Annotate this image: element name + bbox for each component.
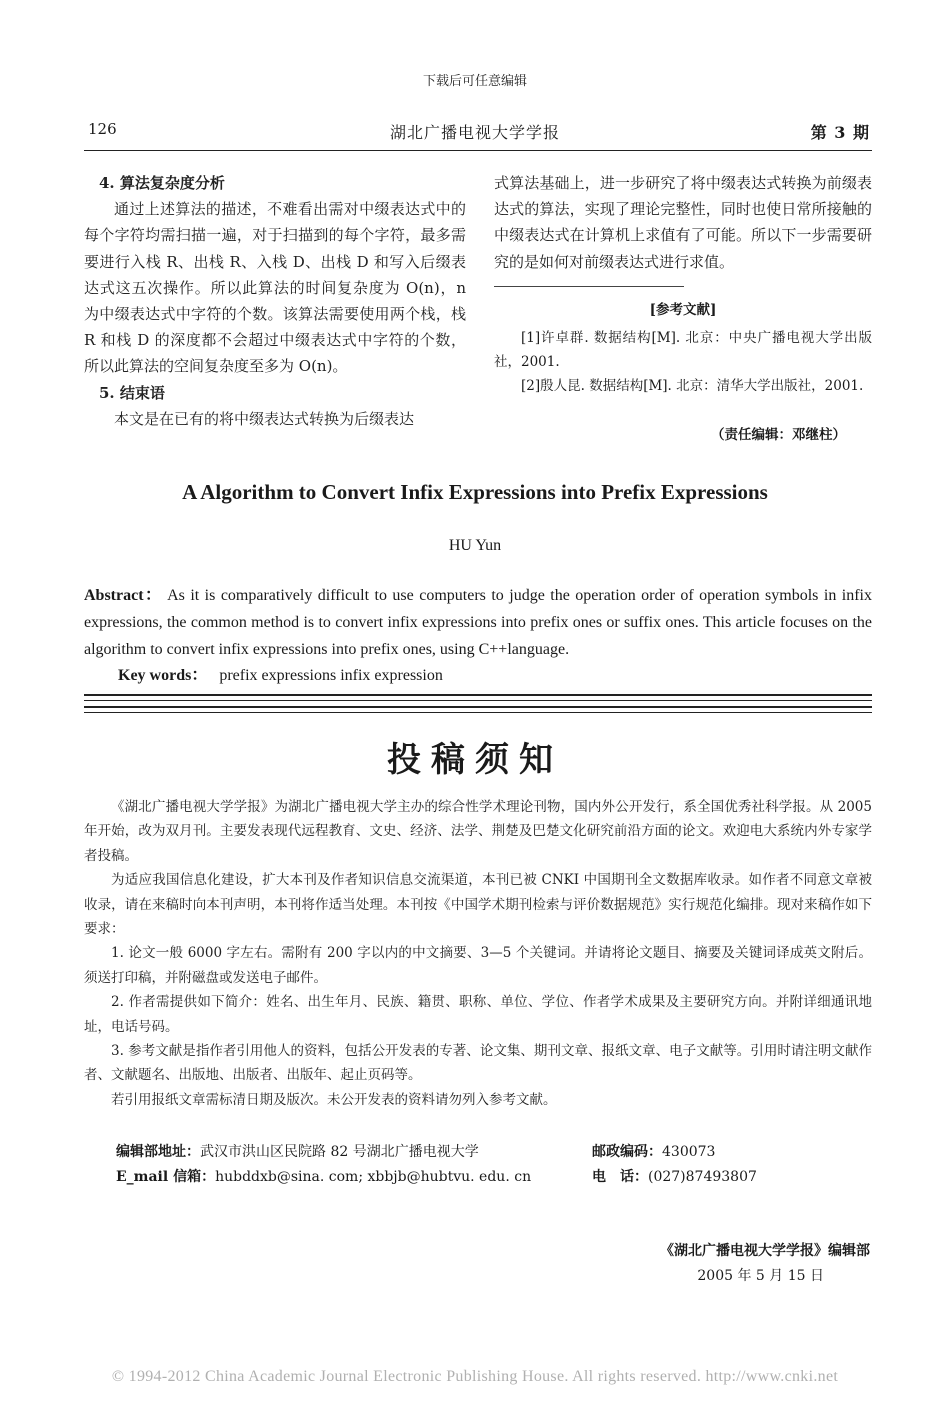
references-rule xyxy=(494,286,684,287)
references xyxy=(494,298,872,398)
right-column xyxy=(494,170,872,275)
contact-right xyxy=(592,1140,757,1190)
english-keywords xyxy=(118,662,443,685)
section-4-text: 通过上述算法的描述，不难看出需对中缀表达式中的每个字符均需扫描一遍，对于扫描到的每个字符，最多需要进行入栈 R、出栈 R、入栈 D、出栈 D 和写入后缀表达式这五次操作。所以此算法的时间复杂度为 O(n)，n 为中缀表达式中字符的个数。该算法需要使用两个栈，栈 R 和栈 D 的深度都不会超过中缀表达式中字符的个数，所以此算法的空间复杂度至多为 O(n)。 xyxy=(84,200,466,376)
left-column xyxy=(84,170,466,432)
header-rule xyxy=(84,150,872,151)
page-number: 126 xyxy=(88,120,117,138)
section-4-title: 4. 算法复杂度分析 xyxy=(99,174,225,192)
keywords-label: Key words： xyxy=(118,667,208,684)
abstract-label: Abstract： xyxy=(84,587,163,604)
download-note: 下载后可任意编辑 xyxy=(422,74,527,89)
contact-left xyxy=(116,1140,531,1190)
reference-item: [1]许卓群. 数据结构[M]. 北京：中央广播电视大学出版社，2001. xyxy=(494,330,872,370)
references-title: [参考文献] xyxy=(649,302,717,318)
issue-number: 第 3 期 xyxy=(810,123,870,142)
section-divider xyxy=(84,706,872,713)
phone-value: (027)87493807 xyxy=(648,1169,757,1185)
section-5-title: 5. 结束语 xyxy=(99,383,165,402)
address-value: 武汉市洪山区民院路 82 号湖北广播电视大学 xyxy=(200,1144,479,1160)
english-author: HU Yun xyxy=(448,537,502,554)
notice-paragraph: 为适应我国信息化建设，扩大本刊及作者知识信息交流渠道，本刊已被 CNKI 中国期刊全文数据库收录。如作者不同意文章被收录，请在来稿时向本刊声明，本刊将作适当处理。本刊按《中国学术期刊检索与评价数据规范》实行规范化编排。现对来稿作如下要求： xyxy=(84,872,872,938)
responsible-editor: （责任编辑：邓继柱） xyxy=(711,427,846,443)
notice-paragraph: 3. 参考文献是指作者引用他人的资料，包括公开发表的专著、论文集、期刊文章、报纸文章、电子文献等。引用时请注明文献作者、文献题名、出版地、出版者、出版年、起止页码等。 xyxy=(84,1043,872,1084)
notice-paragraph: 2. 作者需提供如下简介：姓名、出生年月、民族、籍贯、职称、单位、学位、作者学术成果及主要研究方向。并附详细通讯地址，电话号码。 xyxy=(84,994,872,1035)
address-label: 编辑部地址： xyxy=(116,1144,200,1160)
english-abstract xyxy=(84,582,872,663)
copyright-watermark: © 1994-2012 China Academic Journal Electronic Publishing House. All rights reserved. http://www.cnki.net xyxy=(111,1368,839,1385)
notice-paragraph: 1. 论文一般 6000 字左右。需附有 200 字以内的中文摘要、3—5 个关键词。并请将论文题目、摘要及关键词译成英文附后。须送打印稿，并附磁盘或发送电子邮件。 xyxy=(84,945,872,986)
keywords-text: prefix expressions infix expression xyxy=(219,667,443,684)
notice-paragraph: 若引用报纸文章需标清日期及版次。未公开发表的资料请勿列入参考文献。 xyxy=(111,1091,557,1108)
signature-date: 2005 年 5 月 15 日 xyxy=(697,1268,824,1284)
notice-paragraph: 《湖北广播电视大学学报》为湖北广播电视大学主办的综合性学术理论刊物，国内外公开发行，系全国优秀社科学报。从 2005 年开始，改为双月刊。主要发表现代远程教育、文史、经济、法学、荆楚及巴楚文化研究前沿方面的论文。欢迎电大系统内外专家学者投稿。 xyxy=(84,799,872,864)
email-value: hubddxb@sina. com; xbbjb@hubtvu. edu. cn xyxy=(215,1169,532,1185)
english-title: A Algorithm to Convert Infix Expressions into Prefix Expressions xyxy=(182,480,768,504)
section-divider xyxy=(84,694,872,701)
postcode-label: 邮政编码： xyxy=(592,1144,662,1160)
conclusion-continued: 式算法基础上，进一步研究了将中缀表达式转换为前缀表达式的算法，实现了理论完整性，同时也使日常所接触的中缀表达式在计算机上求值有了可能。所以下一步需要研究的是如何对前缀表达式进行求值。 xyxy=(494,174,872,271)
notice-title: 投稿须知 xyxy=(387,740,563,780)
section-5-text: 本文是在已有的将中缀表达式转换为后缀表达 xyxy=(114,409,415,428)
reference-item: [2]殷人昆. 数据结构[M]. 北京：清华大学出版社，2001. xyxy=(521,378,864,394)
email-label: E_mail 信箱： xyxy=(116,1169,216,1185)
phone-label: 电 话： xyxy=(592,1169,648,1185)
abstract-text: As it is comparatively difficult to use computers to judge the operation order of operation symbols in infix expressions, the common method is to convert infix expressions into prefix ones or suffix ones. This article focuses on the algorithm to convert infix expressions into prefix ones, using C++language. xyxy=(84,587,873,658)
postcode-value: 430073 xyxy=(662,1144,716,1160)
signature-org: 《湖北广播电视大学学报》编辑部 xyxy=(660,1243,870,1259)
journal-title: 湖北广播电视大学学报 xyxy=(389,123,560,142)
notice-body xyxy=(84,795,872,1112)
